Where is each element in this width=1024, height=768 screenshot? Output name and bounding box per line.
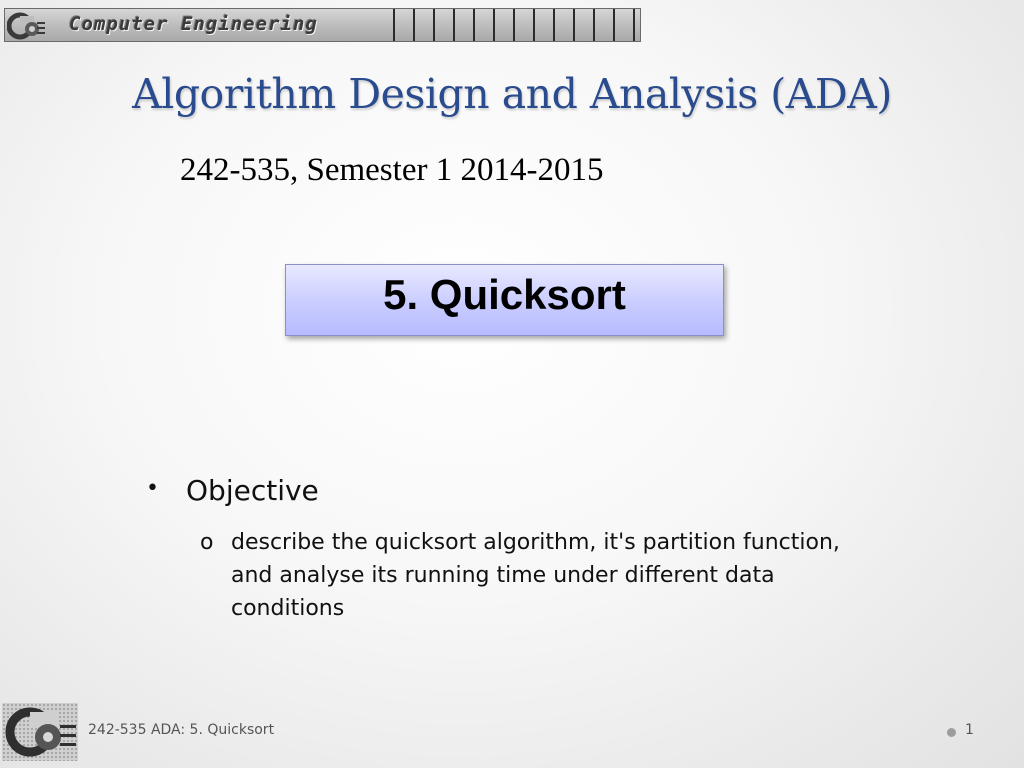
footer-dot-icon bbox=[947, 728, 956, 737]
bullet-text: Objective bbox=[186, 474, 319, 507]
computer-engineering-logo-icon bbox=[7, 12, 47, 40]
sub-bullet-description bbox=[200, 526, 840, 625]
slide-title: Algorithm Design and Analysis (ADA) bbox=[132, 70, 892, 118]
header-banner bbox=[4, 8, 641, 42]
bullet-marker: • bbox=[146, 476, 159, 501]
banner-title: Computer Engineering bbox=[69, 13, 318, 35]
computer-engineering-logo-icon bbox=[2, 703, 78, 761]
course-subtitle: 242-535, Semester 1 2014-2015 bbox=[180, 152, 604, 188]
bullet-objective bbox=[146, 474, 319, 507]
section-title: 5. Quicksort bbox=[383, 271, 626, 318]
section-title-box bbox=[285, 264, 724, 336]
page-number: 1 bbox=[965, 722, 974, 738]
footer-label: 242-535 ADA: 5. Quicksort bbox=[88, 722, 275, 738]
banner-stripes bbox=[389, 9, 641, 41]
sub-bullet-marker: o bbox=[200, 530, 214, 555]
sub-bullet-text: describe the quicksort algorithm, it's partition function, and analyse its running time under different data conditions bbox=[231, 530, 840, 621]
